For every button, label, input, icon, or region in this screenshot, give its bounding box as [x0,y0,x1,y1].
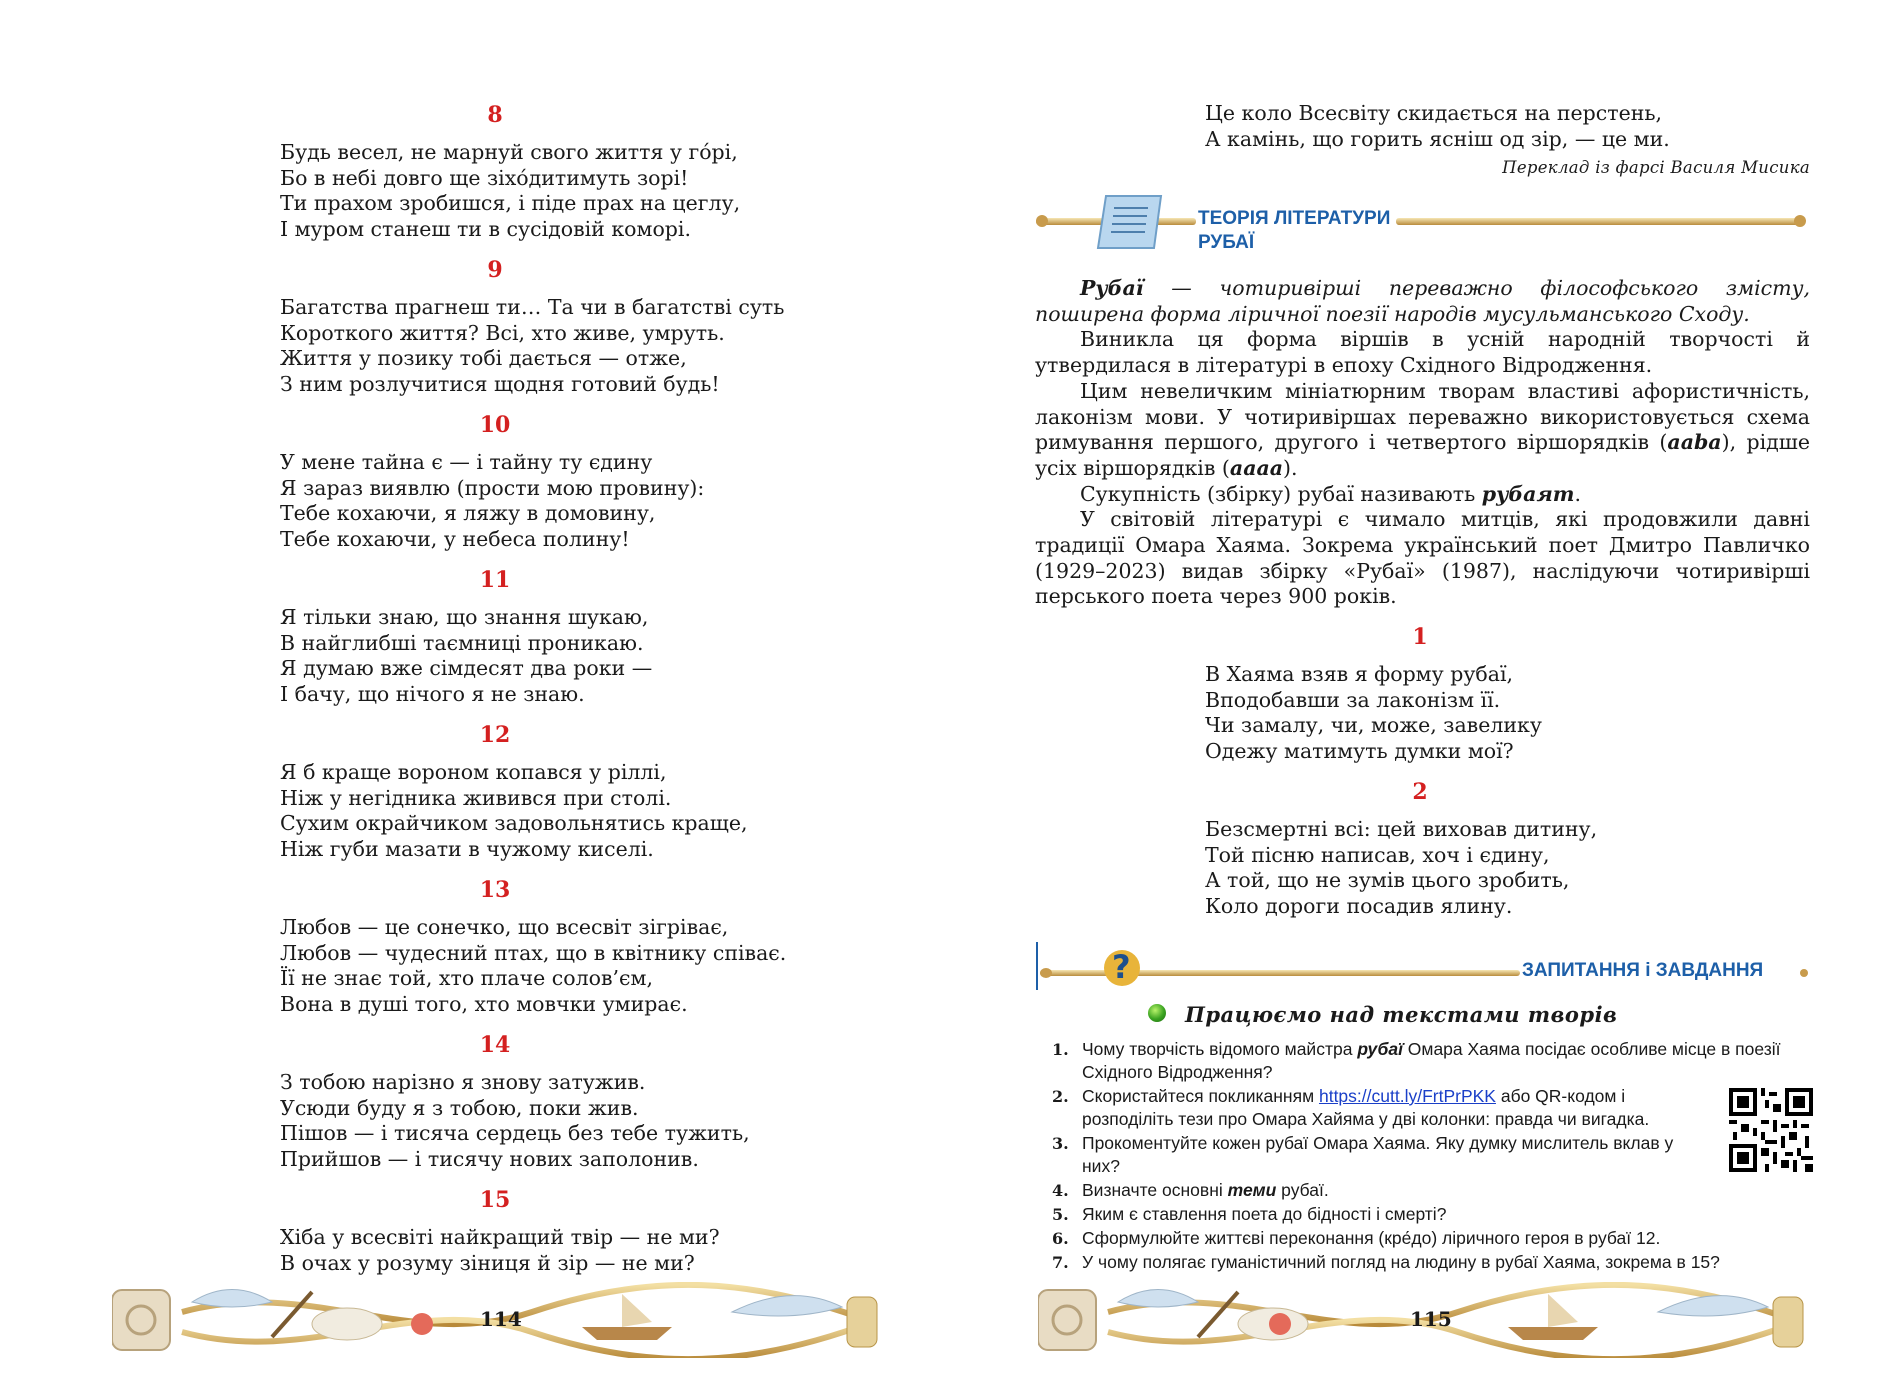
rubai-number: 2 [1412,779,1428,805]
rubai-number: 14 [479,1032,511,1058]
question-item: 3. Прокоментуйте кожен рубаї Омара Хаяма. Яку думку мислитель вклав у них? [1052,1133,1674,1176]
rubai-stanza [280,100,800,255]
verse-lines [280,760,800,862]
verse-line: З тобою нарізно я знову затужив. [280,1070,646,1094]
verse-line: Я думаю вже сімдесят два роки — [280,656,653,680]
question-item: 7. У чому полягає гуманістичний погляд на людину в рубаї Хаяма, зокрема в 15? [1052,1252,1720,1272]
questions-banner-title: ЗАПИТАННЯ і ЗАВДАННЯ [1522,960,1764,981]
verse-line: В Хаяма взяв я форму рубаї, [1205,662,1514,686]
verse-line: З ним розлучитися щодня готовий будь! [280,371,720,396]
page-number-right: 115 [1410,1307,1452,1331]
verse-line: І муром станеш ти в сусідовій коморі. [280,216,692,241]
verse-line: Багатства прагнеш ти… Та чи в багатстві суть [280,295,785,319]
verse-line: В очах у розуму зіниця й зір — не ми? [280,1250,695,1275]
rubai-number: 13 [479,877,511,903]
verse-lines [280,915,800,1017]
question-item: 6. Сформулюйте життєві переконання (кре́до) ліричного героя в рубаї 12. [1052,1228,1661,1248]
theory-paragraph: Сукупність (збірку) рубаї називають рубаят. [1080,481,1582,506]
verse-lines [1205,662,1725,764]
rubai-number: 15 [479,1187,511,1213]
rubai-stanza [280,255,800,410]
verse-lines [280,140,800,242]
verse-line: У мене тайна є — і тайну ту єдину [280,450,653,474]
verse-line: Ніж губи мазати в чужому киселі. [280,836,654,861]
rubai-stanza [280,565,800,720]
rubai-stanza [280,875,800,1030]
rubai-number: 1 [1412,624,1428,650]
verse-line: Чи замалу, чи, може, завелику [1205,713,1542,737]
verse-line: Тебе кохаючи, я ляжу в домовину, [280,501,656,525]
verse-line: Коло дороги посадив ялину. [1205,893,1513,918]
verse-line: І бачу, що нічого я не знаю. [280,681,585,706]
rubai-number: 12 [479,722,511,748]
verse-line: Будь весел, не марнуй свого життя у го́рі, [280,140,738,164]
verse-line: А камінь, що горить ясніш од зір, — це ми. [1205,126,1670,151]
rubai-stanza [280,410,800,565]
verse-line: Одежу матимуть думки мої? [1205,738,1514,763]
theory-banner-subtitle: РУБАЇ [1198,232,1255,253]
page-number-left: 114 [480,1307,522,1331]
rubai-stanza [280,720,800,875]
verse-line: Бо в небі довго ще зіхо́дитимуть зорі! [280,165,689,190]
verse-line: Пішов — і тисяча сердець без тебе тужить, [280,1121,750,1145]
verse-line: Вона в душі того, хто мовчки умирає. [280,991,688,1016]
theory-text [1035,276,1810,610]
verse-line: А той, що не зумів цього зробить, [1205,868,1570,892]
svg-text:?: ? [1112,948,1131,986]
theory-paragraph: Виникла ця форма віршів в усній народній творчості й утвердилася в літературі в епоху Східного Відродження. [1035,327,1810,378]
question-item: 5. Яким є ставлення поета до бідності і смерті? [1052,1204,1447,1224]
verse-line: В найглибші таємниці проникаю. [280,630,644,655]
verse-lines [280,605,800,707]
rubai-stanza [1205,777,1725,932]
theory-paragraph: У світовій літературі є чимало митців, які продовжили давні традиції Омара Хаяма. Зокрема український поет Дмитро Павличко (1929–2023) видав збірку «Рубаї» (1987), наслідуючи чотиривірші перського поета через 900 років. [1035,507,1810,609]
verse-line: Я тільки знаю, що знання шукаю, [280,605,649,629]
translation-note: Переклад із фарсі Василя Мисика [1502,158,1810,177]
question-item: 4. Визначте основні теми рубаї. [1052,1180,1329,1200]
verse-lines [280,1225,800,1276]
rubai-stanza [280,1030,800,1185]
definition-text: — чотиривірші переважно філософського змісту, поширена форма ліричної поезії народів мусульманського Сходу. [1035,276,1810,326]
rubai-stanza [1205,622,1725,777]
scroll-icon [1036,190,1806,262]
verse-line: Вподобавши за лаконізм її. [1205,687,1501,712]
verse-lines [280,1070,800,1172]
verse-line: Любов — чудесний птах, що в квітнику співає. [280,940,787,965]
verse-line: Ти прахом зробишся, і піде прах на цеглу, [280,191,741,215]
theory-paragraph: Цим невеличким мініатюрним творам властиві афористичність, лаконізм мови. У чотиривіршах переважно використовується схема римування першого, другого і четвертого віршорядків (aaba), рідше усіх віршорядків (aaaa). [1035,378,1810,480]
rubai-number: 11 [479,567,511,593]
questions-list [1052,1038,1814,1275]
verse-line: Прийшов — і тисячу нових заполонив. [280,1146,699,1171]
verse-line: Усюди буду я з тобою, поки жив. [280,1095,639,1120]
verse-line: Сухим окрайчиком задовольнятись краще, [280,811,748,835]
verse-line: Той пісню написав, хоч і єдину, [1205,842,1550,867]
verse-line: Тебе кохаючи, у небеса полину! [280,526,630,551]
verse-line: Я зараз виявлю (прости мою провину): [280,475,705,500]
verse-line: Це коло Всесвіту скидається на перстень, [1205,101,1663,125]
verse-line: Її не знає той, хто плаче солов’єм, [280,966,653,990]
qr-code-icon[interactable] [1729,1088,1813,1172]
verse-lines [280,450,800,552]
questions-heading: Працюємо над текстами творів [1185,1002,1618,1027]
external-link[interactable]: https://cutt.ly/FrtPrPKK [1318,1086,1496,1106]
verse-lines [280,295,800,397]
rubai-number: 10 [479,412,511,438]
verse-line: Любов — це сонечко, що всесвіт зігріває, [280,915,729,939]
green-bullet-icon [1148,1004,1166,1022]
verse-line: Життя у позику тобі дається — отже, [280,346,687,370]
theory-banner [1036,190,1806,262]
question-item: 2. Скористайтеся покликанням https://cutt.ly/FrtPrPKK або QR-кодом і розподіліть тези про Омара Хайяма у дві колонки: правда чи вигадка. [1052,1086,1650,1129]
verse-lines [1205,817,1725,919]
theory-banner-title: ТЕОРІЯ ЛІТЕРАТУРИ [1198,208,1391,229]
rubai-number: 8 [487,102,503,128]
rubai-list-right [1205,622,1725,932]
questions-banner [1036,942,1812,992]
verse-line: Хіба у всесвіті найкращий твір — не ми? [280,1225,720,1249]
verse-line: Я б краще вороном копався у ріллі, [280,760,667,784]
verse-line: Безсмертні всі: цей виховав дитину, [1205,817,1598,841]
poem-ending [1205,101,1670,152]
term-rubai: Рубаї [1080,276,1144,300]
question-item: 1. Чому творчість відомого майстра рубаї Омара Хаяма посідає особливе місце в поезії Східного Відродження? [1052,1039,1781,1082]
rubai-list-left [280,100,800,1340]
verse-line: Короткого життя? Всі, хто живе, умруть. [280,320,725,345]
definition-paragraph [1035,276,1810,327]
verse-line: Ніж у негідника живився при столі. [280,785,672,810]
rubai-number: 9 [487,257,503,283]
